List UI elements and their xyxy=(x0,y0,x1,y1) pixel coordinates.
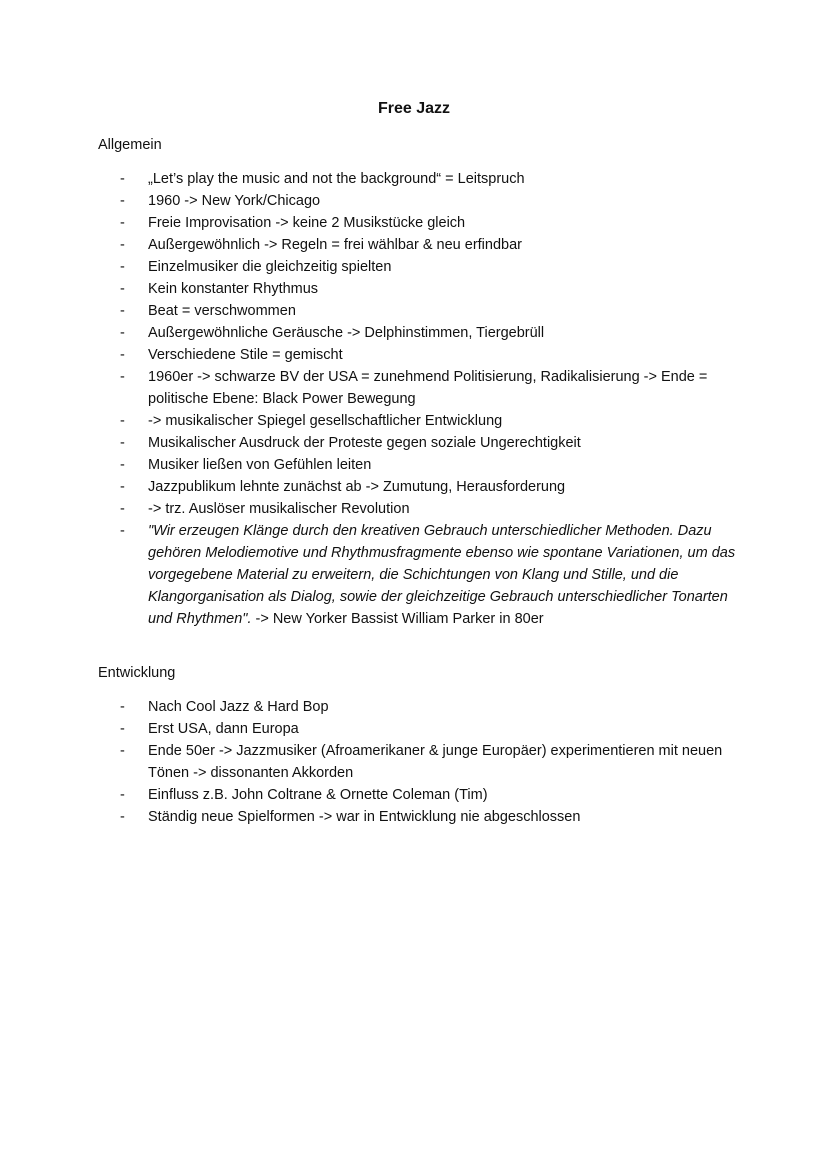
list-item-text: Außergewöhnlich -> Regeln = frei wählbar & neu erfindbar xyxy=(148,237,522,253)
list-item-text: Ständig neue Spielformen -> war in Entwicklung nie abgeschlossen xyxy=(148,809,581,825)
page-title: Free Jazz xyxy=(377,100,451,117)
list-item-text: Freie Improvisation -> keine 2 Musikstücke gleich xyxy=(148,215,466,231)
list-item-text: Beat = verschwommen xyxy=(148,303,296,319)
list-item-text: Einfluss z.B. John Coltrane & Ornette Coleman (Tim) xyxy=(148,787,488,803)
list-item-text: -> New Yorker Bassist William Parker in 80er xyxy=(251,611,544,627)
bullet-dash: - xyxy=(120,347,125,363)
list-item xyxy=(120,410,740,432)
list-item xyxy=(120,476,740,498)
list-item xyxy=(120,806,740,828)
list-item xyxy=(120,454,740,476)
list-item-text: Nach Cool Jazz & Hard Bop xyxy=(148,699,329,715)
list-item-text: Verschiedene Stile = gemischt xyxy=(148,347,343,363)
list-item xyxy=(120,718,740,740)
list-item-text: „Let’s play the music and not the background“ = Leitspruch xyxy=(148,171,525,187)
list-item-text: -> musikalischer Spiegel gesellschaftlicher Entwicklung xyxy=(148,413,503,429)
list-item-text: Erst USA, dann Europa xyxy=(148,721,299,737)
bullet-dash: - xyxy=(120,369,125,385)
bullet-dash: - xyxy=(120,281,125,297)
list-item xyxy=(120,432,740,454)
bullet-dash: - xyxy=(120,809,125,825)
section-heading-entwicklung: Entwicklung xyxy=(98,665,176,681)
bullet-dash: - xyxy=(120,743,125,759)
bullet-dash: - xyxy=(120,479,125,495)
list-item xyxy=(120,344,740,366)
bullet-dash: - xyxy=(120,259,125,275)
list-item xyxy=(120,234,740,256)
list-item xyxy=(120,520,740,630)
bullet-dash: - xyxy=(120,721,125,737)
list-item-text: 1960er -> schwarze BV der USA = zunehmend Politisierung, Radikalisierung -> Ende = politische Ebene: Black Power Bewegung xyxy=(148,369,708,407)
list-item-text: Ende 50er -> Jazzmusiker (Afroamerikaner & junge Europäer) experimentieren mit neuen Tönen -> dissonanten Akkorden xyxy=(148,743,723,781)
bullet-dash: - xyxy=(120,413,125,429)
list-item xyxy=(120,212,740,234)
list-item xyxy=(120,784,740,806)
list-item-text: Jazzpublikum lehnte zunächst ab -> Zumutung, Herausforderung xyxy=(148,479,566,495)
list-item-text: 1960 -> New York/Chicago xyxy=(148,193,321,209)
list-item-text: Einzelmusiker die gleichzeitig spielten xyxy=(148,259,392,275)
list-item xyxy=(120,300,740,322)
list-item xyxy=(120,366,740,410)
bullet-dash: - xyxy=(120,303,125,319)
list-item xyxy=(120,278,740,300)
list-item xyxy=(120,168,740,190)
section-heading-allgemein: Allgemein xyxy=(98,137,162,153)
list-item-text: Außergewöhnliche Geräusche -> Delphinstimmen, Tiergebrüll xyxy=(148,325,545,341)
list-item xyxy=(120,322,740,344)
list-item xyxy=(120,190,740,212)
bullet-dash: - xyxy=(120,523,125,539)
bullet-dash: - xyxy=(120,325,125,341)
bullet-dash: - xyxy=(120,699,125,715)
bullet-dash: - xyxy=(120,457,125,473)
bullet-dash: - xyxy=(120,193,125,209)
list-item xyxy=(120,740,740,784)
list-item-text: Musikalischer Ausdruck der Proteste gegen soziale Ungerechtigkeit xyxy=(148,435,581,451)
bullet-dash: - xyxy=(120,237,125,253)
bullet-dash: - xyxy=(120,435,125,451)
list-item xyxy=(120,498,740,520)
bullet-list-entwicklung xyxy=(120,696,740,828)
bullet-dash: - xyxy=(120,501,125,517)
list-item-text: -> trz. Auslöser musikalischer Revolution xyxy=(148,501,410,517)
list-item xyxy=(120,696,740,718)
bullet-dash: - xyxy=(120,171,125,187)
bullet-list-allgemein xyxy=(120,168,740,630)
quote-text: "Wir erzeugen Klänge durch den kreativen Gebrauch unterschiedlicher Methoden. Dazu gehören Melodiemotive und Rhythmusfragmente ebenso wie spontane Variationen, um das vorgegebene Material zu erweitern, die Schichtungen von Klang und Stille, und die Klangorganisation als Dialog, sowie der gleichzeitige Gebrauch unterschiedlicher Tonarten und Rhythmen". xyxy=(148,523,736,627)
list-item-text: Kein konstanter Rhythmus xyxy=(148,281,319,297)
bullet-dash: - xyxy=(120,215,125,231)
bullet-dash: - xyxy=(120,787,125,803)
list-item xyxy=(120,256,740,278)
list-item-text: Musiker ließen von Gefühlen leiten xyxy=(148,457,372,473)
